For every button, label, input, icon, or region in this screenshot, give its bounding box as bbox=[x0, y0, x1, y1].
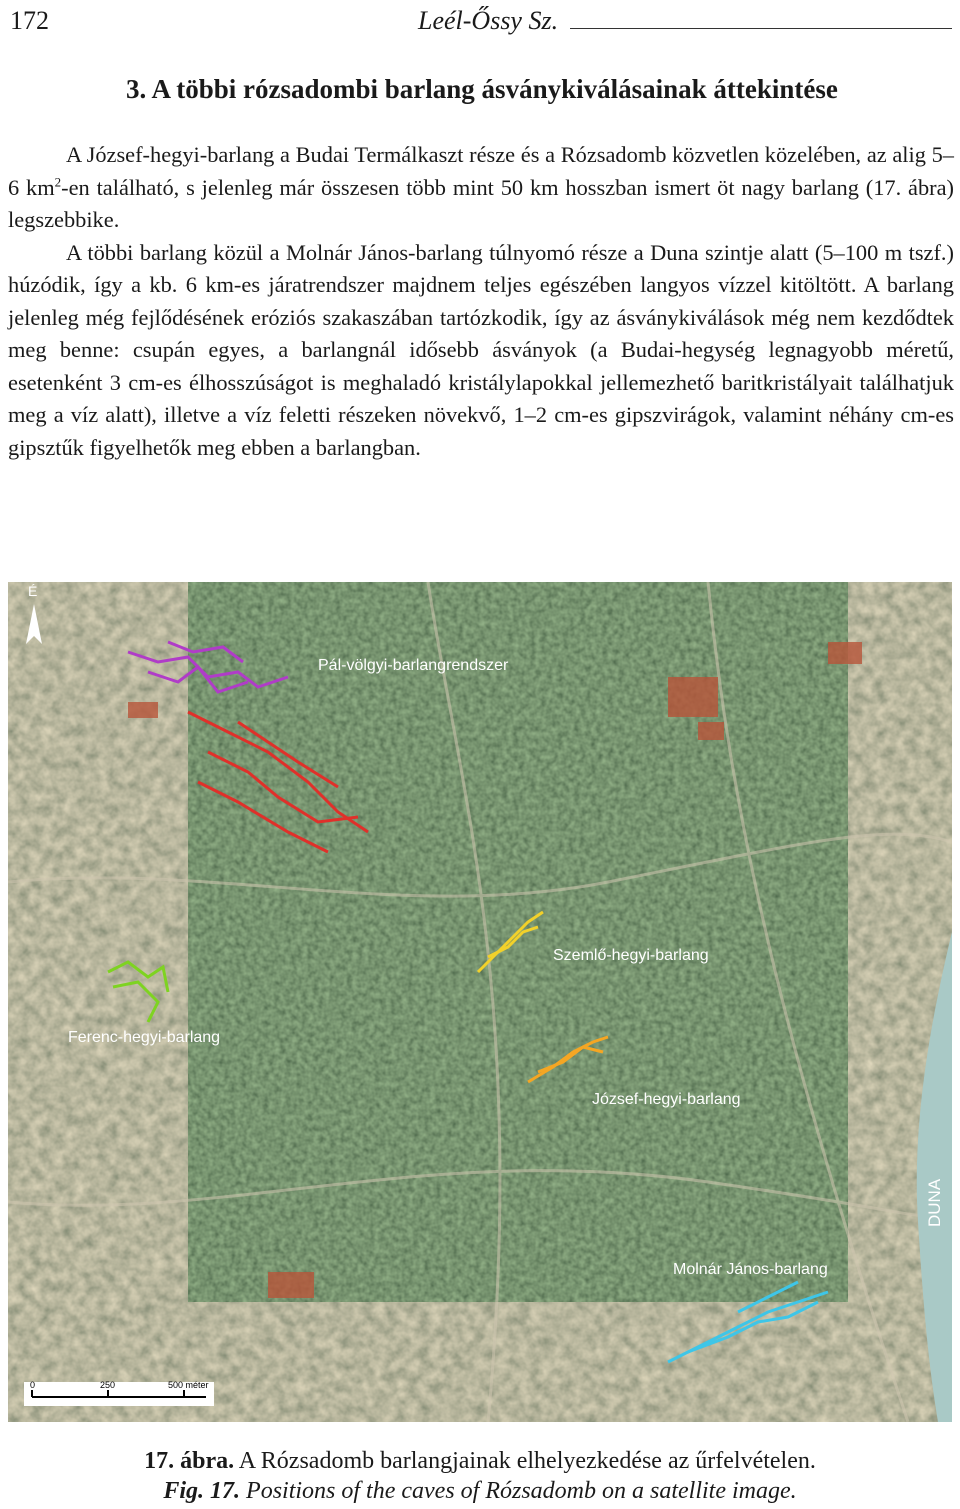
header-rule bbox=[570, 28, 952, 29]
paragraph-1 bbox=[8, 139, 954, 237]
caption-en-label: Fig. 17. bbox=[163, 1478, 241, 1504]
caption-hu-label: 17. ábra. bbox=[144, 1448, 235, 1474]
scale-zero: 0 bbox=[30, 1380, 36, 1390]
label-ferenc-hegyi: Ferenc-hegyi-barlang bbox=[68, 1029, 221, 1046]
label-jozsef-hegyi: József-hegyi-barlang bbox=[592, 1091, 741, 1108]
caption-hungarian bbox=[0, 1448, 960, 1475]
paragraph-1-text-a: A József-hegyi-barlang a Budai Termálkaszt része és a Rózsadomb közvetlen közelében, az alig 5–6 km bbox=[8, 142, 954, 200]
caption-english bbox=[0, 1478, 960, 1505]
running-head: Leél-Őssy Sz. bbox=[418, 6, 559, 35]
caption-hu-text: A Rózsadomb barlangjainak elhelyezkedése az űrfelvételen. bbox=[234, 1448, 816, 1474]
superscript: 2 bbox=[54, 174, 62, 190]
scale-bar bbox=[24, 1380, 214, 1406]
paragraph-1-text-b: -en található, s jelenleg már összesen több mint 50 km hosszban ismert öt nagy barlang (17. ábra) legszebbike. bbox=[8, 174, 955, 232]
caption-en-text: Positions of the caves of Rózsadomb on a satellite image. bbox=[240, 1478, 797, 1504]
body-text bbox=[8, 139, 954, 464]
scale-end: 500 méter bbox=[168, 1380, 209, 1390]
paragraph-2: A többi barlang közül a Molnár János-barlang túlnyomó része a Duna szintje alatt (5–100 m tszf.) húzódik, így a kb. 6 km-es járatrendszer majdnem teljes egészében langyos vízzel kitöltött. A barlang jelenleg még fejlődésének eróziós szakaszában tartózkodik, így az ásványkiválások még nem kezdődtek meg benne: csupán egyes, a barlangnál idősebb ásványok (a Budai-hegység legnagyobb méretű, esetenként 3 cm-es élhosszúságot is meghaladó kristálylapokkal jellemezhető baritkristályait találhatjuk meg a víz alatt), illetve a víz feletti részeken növekvő, 1–2 cm-es gipszvirágok, valamint néhány cm-es gipsztűk figyelhetők meg ebben a barlangban. bbox=[8, 239, 954, 460]
label-molnar-janos: Molnár János-barlang bbox=[673, 1261, 828, 1278]
section-title: 3. A többi rózsadombi barlang ásványkiválásainak áttekintése bbox=[126, 74, 838, 104]
label-duna: DUNA bbox=[925, 1178, 944, 1227]
label-szemlo-hegyi: Szemlő-hegyi-barlang bbox=[553, 947, 709, 964]
page-number: 172 bbox=[10, 6, 49, 35]
page-header bbox=[10, 6, 952, 40]
label-pal-volgyi: Pál-völgyi-barlangrendszer bbox=[318, 657, 509, 674]
scale-mid: 250 bbox=[100, 1380, 116, 1390]
north-label: É bbox=[28, 583, 38, 599]
satellite-map bbox=[8, 582, 952, 1422]
